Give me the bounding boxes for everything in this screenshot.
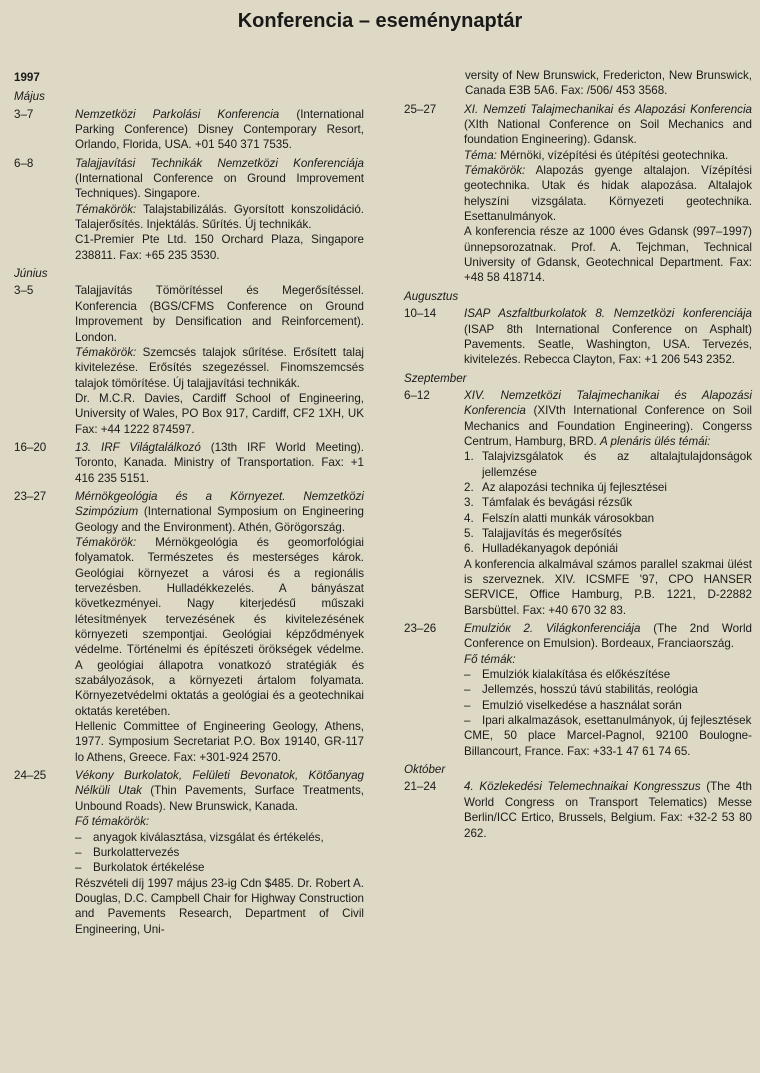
contact-info: Dr. M.C.R. Davies, Cardiff School of Engineering, University of Wales, PO Box 917, Cardiff, CF2 1XH, UK Fax: +44 1222 874597. [75,391,364,436]
entry-body [75,768,364,937]
entry-date: 23–27 [14,489,47,503]
calendar-entry [404,621,752,759]
item-number: 4. [464,511,474,525]
event-details: (ISAP 8th International Conference on Asphalt) Pavements. Seatle, Washington, USA. Tervezés, kivitelezés. Rebecca Clayton, Fax: +1 206 543 2352. [464,322,752,367]
numbered-item [464,449,752,480]
entry-body [464,779,752,840]
topics-line [75,345,364,391]
event-details: (13th IRF World Meeting). Toronto, Kanada. Ministry of Transportation. Fax: +1 416 235 5151. [75,440,364,485]
event-details: (The 2nd World Conference on Emulsion). Bordeaux, Franciaország. [464,622,752,651]
event-details: (XIVth International Conference on Soil Mechanics and Foundation Engineering). Congerss Centrum, Hamburg, BRD. [464,404,752,448]
entry-headline [464,102,752,148]
bullet-text: anyagok kiválasztása, vizsgálat és értékelés, [93,830,324,844]
contact-info: C1-Premier Pte Ltd. 150 Orchard Plaza, Singapore 238811. Fax: +65 235 3530. [75,233,364,262]
topics-line [75,202,364,233]
item-number: 6. [464,542,474,556]
contact-info: Részvételi díj 1997 május 23-ig Cdn $485. Dr. Robert A. Douglas, D.C. Campbell Chair for Highway Construction and Pavements Research, Department of Civil Engineering, Uni- [75,876,364,936]
dash-marker: – [464,668,471,682]
numbered-item [464,541,752,556]
topics-text: Talajstabilizálás. Gyorsított konszolidáció. Talajerősítés. Injektálás. Sűrítés. Új technikák. [75,202,364,232]
topics-label: Témakörök: [464,164,526,178]
numbered-item [464,526,752,541]
entry-body [75,283,364,436]
item-number: 1. [464,450,474,464]
calendar-entry [14,489,364,765]
dash-marker: – [464,714,471,728]
plenary-label: A plenáris ülés témái: [599,434,711,448]
entry-body [464,102,752,286]
dash-marker: – [75,845,82,859]
contact-info: A konferencia része az 1000 éves Gdansk (997–1997) ünnepsorozatnak. Prof. A. Tejchman, Technical University of Gdansk, Geotechnical Department. Fax: +48 58 418714. [464,225,752,285]
topics-text: Alapozás gyenge altalajon. Vízépítési geotechnika. Utak és hidak alapozása. Altalajok helyszíni vizsgálata. Környezeti geotechnika. Esettanulmányok. [464,164,752,224]
bullet-item [75,860,364,875]
year-heading: 1997 [14,71,40,84]
bullet-item [464,667,752,682]
contact-info: Hellenic Committee of Engineering Geology, Athens, 1977. Symposium Secretariat P.O. Box 19140, GR-117 lo Athens, Greece. Fax: +301-924 2570. [75,720,364,764]
dash-marker: – [464,683,471,697]
theme-label: Téma: [464,148,497,162]
event-title: XIV. Nemzetközi Talajmechanikai és Alapozási Konferencia [464,388,752,418]
entry-date: 23–26 [404,622,437,636]
bullet-item [464,713,752,728]
calendar-entry [404,102,752,286]
item-text: Felszín alatti munkák városokban [482,511,655,525]
entry-body [75,107,364,153]
event-title: 13. IRF Világtalálkozó [75,440,201,454]
entry-headline [464,779,752,840]
month-heading: Június [14,267,48,281]
bullet-text: Ipari alkalmazások, esettanulmányok, új fejlesztések [482,714,752,728]
entry-body [464,306,752,367]
event-details: (Thin Pavements, Surface Treatments, Unbound Roads). New Brunswick, Kanada. [75,784,364,813]
calendar-entry [14,440,364,486]
event-title: Mérnökgeológia és a Környezet. Nemzetközi Szimpózium [75,489,364,519]
numbered-item [464,511,752,526]
calendar-entry [14,107,364,153]
entry-headline [75,283,364,344]
entry-headline [75,107,364,153]
item-text: Talajjavítás és megerősítés [482,526,622,540]
theme-line [464,148,752,163]
item-number: 5. [464,526,474,540]
bullet-item [75,845,364,860]
calendar-entry [14,156,364,263]
item-text: Hulladékanyagok depóniái [482,542,619,556]
entry-headline [464,621,752,652]
event-title: 4. Közlekedési Telemechnaikai Kongresszus [464,780,701,794]
numbered-item [464,480,752,495]
month-heading: Május [14,90,45,104]
topics-line [464,163,752,224]
entry-body [75,156,364,263]
calendar-entry [404,779,752,840]
entry-date: 21–24 [404,780,437,794]
topics-line [75,814,364,829]
item-text: Talajvizsgálatok és az altalajtulajdonságok jellemzése [482,450,752,479]
theme-text: Mérnöki, vízépítési és útépítési geotechnika. [500,148,729,162]
entry-date: 25–27 [404,102,437,116]
calendar-entry [14,283,364,436]
event-details: Talajjavítás Tömörítéssel és Megerősítéssel. Konferencia (BGS/CFMS Conference on Ground Improvement by Densification and Reinforcement). London. [75,284,364,344]
topics-label: Témakörök: [75,535,137,549]
bullet-text: Emulziók kialakítása és előkészítése [482,668,671,682]
entry-headline [75,489,364,535]
event-title: ISAP Aszfaltburkolatok 8. Nemzetközi konferenciája [464,307,752,321]
event-details: (International Parking Conference) Disney Contemporary Resort, Orlando, Florida, USA. +01 540 371 7535. [75,107,364,152]
left-column [14,68,364,940]
contact-info: CME, 50 place Marcel-Pagnol, 92100 Boulogne-Billancourt, France. Fax: +33-1 47 61 74 65. [464,729,752,758]
entry-body [464,388,752,618]
calendar-entry [404,388,752,618]
entry-headline [464,306,752,367]
entry-body [75,489,364,765]
topics-text: Mérnökgeológia és geomorfológiai folyamatok. Természetes és mesterséges károk. Geológiai környezet a városi és a regionális tervezésben. Hulladékkezelés. A bányászat következményei. Nagy kiterjedésű műszaki létesítmények tervezésének és kivitelezésének környezeti szempontjai. Geológiai képződmények védelme. Történelmi és építészeti örökségek védelme. A geológiai állapotra vonatkozó stratégiák és szabályozások, a környezeti ártalom folyamata. Környezetvédelmi oktatás a geológiai és a geotechnikai oktatás keretében. [75,535,364,718]
entry-headline [75,768,364,814]
bullet-text: Burkolattervezés [93,845,180,859]
bullet-item [464,682,752,697]
event-details: (International Conference on Ground Improvement Techniques). Singapore. [75,172,364,201]
topics-label: Fő témák: [464,652,516,666]
dash-marker: – [464,698,471,712]
month-heading: Október [404,763,446,777]
topics-line [75,535,364,719]
month-heading: Szeptember [404,371,467,385]
bullet-text: Emulzió viselkedése a használat során [482,698,682,712]
item-text: Támfalak és bevágási rézsűk [482,496,633,510]
topics-label: Témakörök: [75,345,137,359]
entry-body [464,621,752,759]
dash-marker: – [75,861,82,875]
dash-marker: – [75,830,82,844]
topics-label: Témakörök: [75,202,137,216]
entry-date: 6–8 [14,156,34,170]
month-heading: Augusztus [404,289,459,303]
right-column [404,68,752,844]
topics-text: Szemcsés talajok sűrítése. Erősített talaj kivitelezése. Erősítés szegezéssel. Finomszemcsés talajok tömörítése. Új talajjavítási technikák. [75,345,364,390]
event-title: Vékony Burkolatok, Felületi Bevonatok, Kötőanyag Nélküli Utak [75,769,364,798]
bullet-text: Jellemzés, hosszú távú stabilitás, reológia [482,683,698,697]
bullet-item [75,830,364,845]
page-title: Konferencia – eseménynaptár [237,10,523,32]
calendar-entry [404,306,752,367]
topics-label: Fő témakörök: [75,815,150,829]
event-details: (XIth National Conference on Soil Mechanics and foundation Engineering). Gdansk. [464,118,752,147]
entry-date: 3–7 [14,107,34,121]
entry-date: 6–12 [404,388,430,402]
item-number: 3. [464,496,474,510]
event-title: Emulzióк 2. Világkonferenciája [464,622,641,636]
event-title: XI. Nemzeti Talajmechanikai és Alapozási Konferencia [464,102,752,116]
event-details: (International Symposium on Engineering Geology and the Environment). Athén, Görögország. [75,505,364,534]
entry-body [75,440,364,486]
bullet-item [464,698,752,713]
calendar-entry [14,768,364,937]
event-details: (The 4th World Congress on Transport Telematics) Messe Berlin/ICC Ertico, Brussels, Belgium. Fax: +32-2 53 80 262. [464,780,752,840]
topics-line [464,652,752,667]
entry-headline [75,156,364,202]
event-title: Nemzetközi Parkolási Konferencia [75,107,280,121]
bullet-text: Burkolatok értékelése [93,861,205,875]
item-text: Az alapozási technika új fejlesztései [482,480,667,494]
entry-date: 16–20 [14,440,47,454]
event-title: Talajjavítási Technikák Nemzetközi Konferenciája [75,156,364,170]
contact-info: A konferencia alkalmával számos parallel szakmai ülést is szerveznek. XIV. ICSMFE '97, CPO HANSER SERVICE, Office Hamburg, P.B. 1221, D-22882 Barsbüttel. Fax: +40 670 32 83. [464,557,752,617]
entry-date: 10–14 [404,307,437,321]
entry-date: 24–25 [14,769,47,783]
item-number: 2. [464,480,474,494]
continuation-text: versity of New Brunswick, Fredericton, New Brunswick, Canada E3B 5A6. Fax: /506/ 453 3568. [465,69,752,98]
numbered-item [464,495,752,510]
entry-headline [75,440,364,486]
entry-headline [464,388,752,449]
entry-date: 3–5 [14,284,34,298]
